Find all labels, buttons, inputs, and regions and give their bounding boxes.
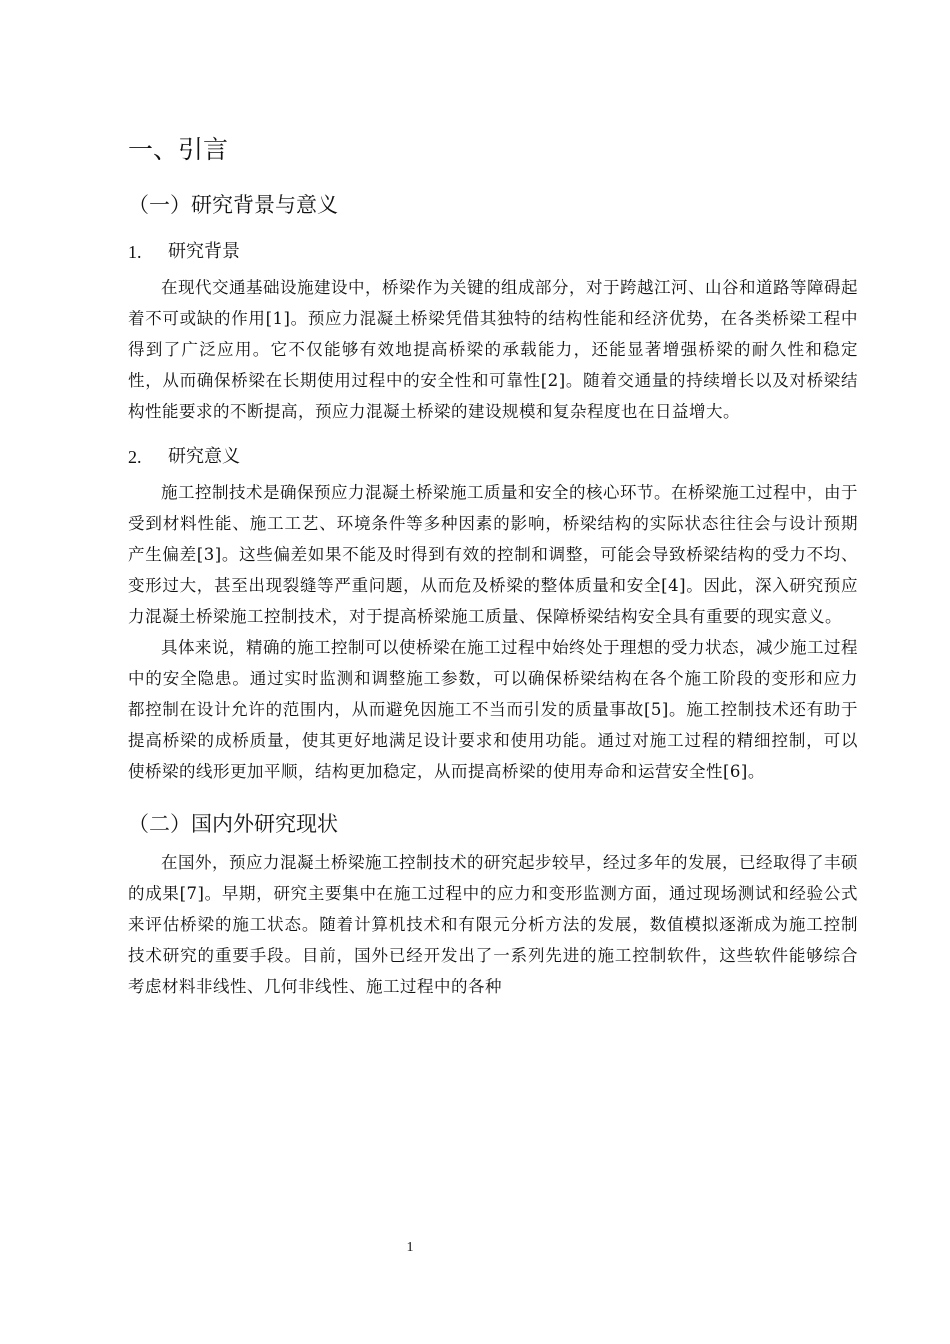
paragraph-significance-2: 具体来说，精确的施工控制可以使桥梁在施工过程中始终处于理想的受力状态，减少施工过程中的安全隐患。通过实时监测和调整施工参数，可以确保桥梁结构在各个施工阶段的变形和应力都控制在设计允许的范围内，从而避免因施工不当而引发的质量事故[5]。施工控制技术还有助于提高桥梁的成桥质量，使其更好地满足设计要求和使用功能。通过对施工过程的精细控制，可以使桥梁的线形更加平顺，结构更加稳定，从而提高桥梁的使用寿命和运营安全性[6]。 (128, 638, 858, 781)
paragraph-significance-1: 施工控制技术是确保预应力混凝土桥梁施工质量和安全的核心环节。在桥梁施工过程中，由于受到材料性能、施工工艺、环境条件等多种因素的影响，桥梁结构的实际状态往往会与设计预期产生偏差[3]。这些偏差如果不能及时得到有效的控制和调整，可能会导致桥梁结构的受力不均、变形过大，甚至出现裂缝等严重问题，从而危及桥梁的整体质量和安全[4]。因此，深入研究预应力混凝土桥梁施工控制技术，对于提高桥梁施工质量、保障桥梁结构安全具有重要的现实意义。 (128, 483, 858, 626)
section-heading-research-status: （二）国内外研究现状 (128, 812, 338, 836)
section-heading-background: （一）研究背景与意义 (128, 193, 338, 217)
page-number: 1 (406, 1240, 414, 1255)
subsection-heading-background (128, 232, 858, 272)
page-content (128, 120, 858, 1002)
subsection-heading-significance (128, 437, 858, 477)
chapter-heading: 一、引言 (128, 135, 229, 164)
subsection-title: 研究背景 (168, 241, 240, 262)
subsection-number: 2. (128, 447, 142, 467)
paragraph-background: 在现代交通基础设施建设中，桥梁作为关键的组成部分，对于跨越江河、山谷和道路等障碍起着不可或缺的作用[1]。预应力混凝土桥梁凭借其独特的结构性能和经济优势，在各类桥梁工程中得到了广泛应用。它不仅能够有效地提高桥梁的承载能力，还能显著增强桥梁的耐久性和稳定性，从而确保桥梁在长期使用过程中的安全性和可靠性[2]。随着交通量的持续增长以及对桥梁结构性能要求的不断提高，预应力混凝土桥梁的建设规模和复杂程度也在日益增大。 (128, 278, 858, 421)
paragraph-research-status: 在国外，预应力混凝土桥梁施工控制技术的研究起步较早，经过多年的发展，已经取得了丰硕的成果[7]。早期，研究主要集中在施工过程中的应力和变形监测方面，通过现场测试和经验公式来评估桥梁的施工状态。随着计算机技术和有限元分析方法的发展，数值模拟逐渐成为施工控制技术研究的重要手段。目前，国外已经开发出了一系列先进的施工控制软件，这些软件能够综合考虑材料非线性、几何非线性、施工过程中的各种 (128, 853, 858, 996)
subsection-number: 1. (128, 242, 142, 262)
subsection-title: 研究意义 (168, 446, 240, 467)
